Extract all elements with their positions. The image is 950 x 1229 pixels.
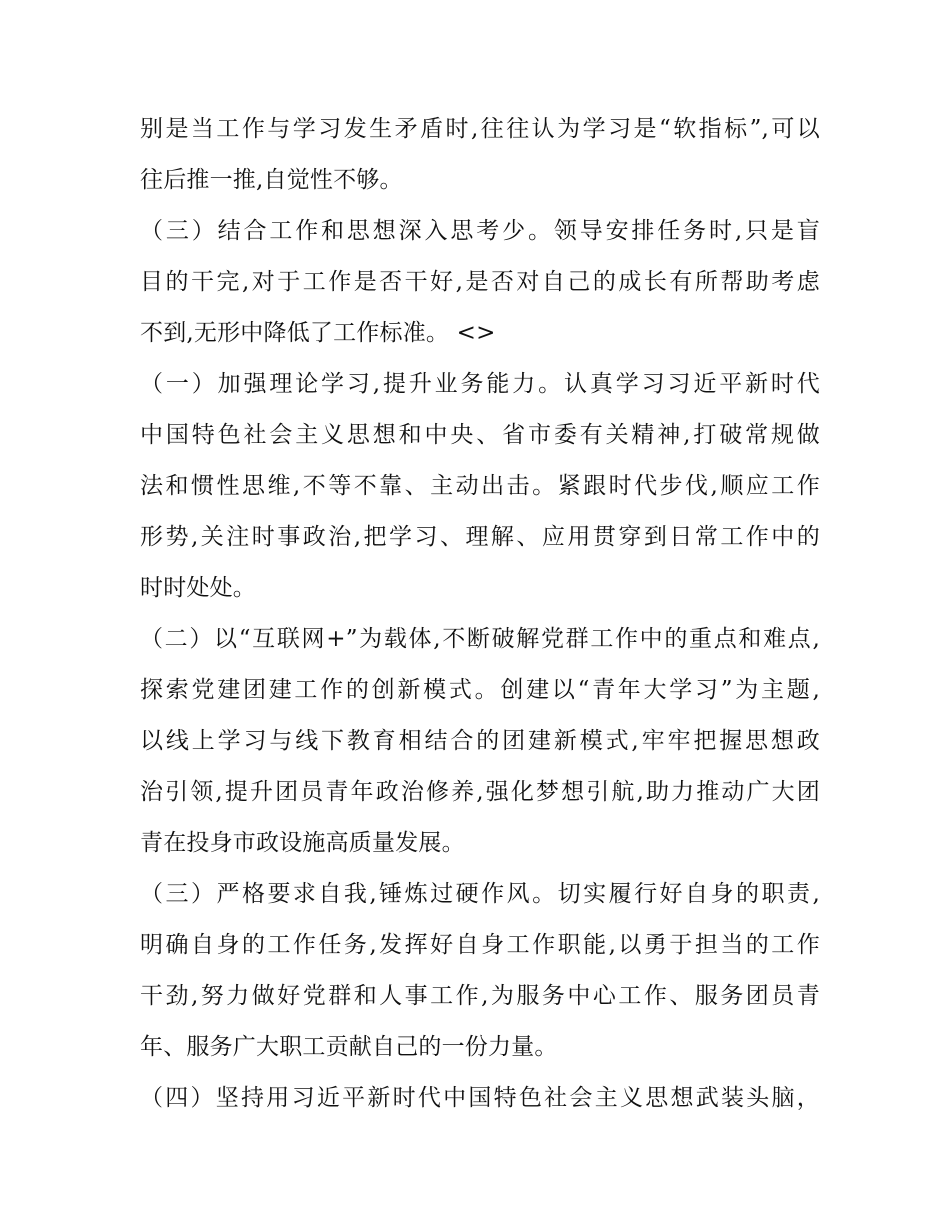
text-line: 往后推一推,自觉性不够。 <box>140 167 403 193</box>
text-line: （二）以“互联网+”为载体,不断破解党群工作中的重点和难点, <box>140 626 820 652</box>
text-line: 法和惯性思维,不等不靠、主动出击。紧跟时代步伐,顺应工作 <box>140 473 820 499</box>
text-line: （一）加强理论学习,提升业务能力。认真学习习近平新时代 <box>140 371 820 397</box>
text-line: 中国特色社会主义思想和中央、省市委有关精神,打破常规做 <box>140 422 820 448</box>
text-line: 明确自身的工作任务,发挥好自身工作职能,以勇于担当的工作 <box>140 932 820 958</box>
text-line: 年、服务广大职工贡献自己的一份力量。 <box>140 1034 558 1060</box>
text-line: 治引领,提升团员青年政治修养,强化梦想引航,助力推动广大团 <box>140 779 820 805</box>
text-line: （三）严格要求自我,锤炼过硬作风。切实履行好自身的职责, <box>140 881 820 907</box>
text-line: 干劲,努力做好党群和人事工作,为服务中心工作、服务团员青 <box>140 983 820 1009</box>
text-line: （三）结合工作和思想深入思考少。领导安排任务时,只是盲 <box>140 218 820 244</box>
text-line: 别是当工作与学习发生矛盾时,往往认为学习是“软指标”,可以 <box>140 116 820 142</box>
text-line: 时时处处。 <box>140 575 256 601</box>
text-line: 不到,无形中降低了工作标准。 <> <box>140 320 496 346</box>
text-line: 青在投身市政设施高质量发展。 <box>140 830 465 856</box>
document-body <box>140 104 820 1124</box>
text-line: （四）坚持用习近平新时代中国特色社会主义思想武装头脑， <box>140 1085 820 1111</box>
text-line: 形势,关注时事政治,把学习、理解、应用贯穿到日常工作中的 <box>140 524 820 550</box>
text-line: 探索党建团建工作的创新模式。创建以“青年大学习”为主题, <box>140 677 820 703</box>
text-line: 以线上学习与线下教育相结合的团建新模式,牢牢把握思想政 <box>140 728 820 754</box>
text-line: 目的干完,对于工作是否干好,是否对自己的成长有所帮助考虑 <box>140 269 820 295</box>
